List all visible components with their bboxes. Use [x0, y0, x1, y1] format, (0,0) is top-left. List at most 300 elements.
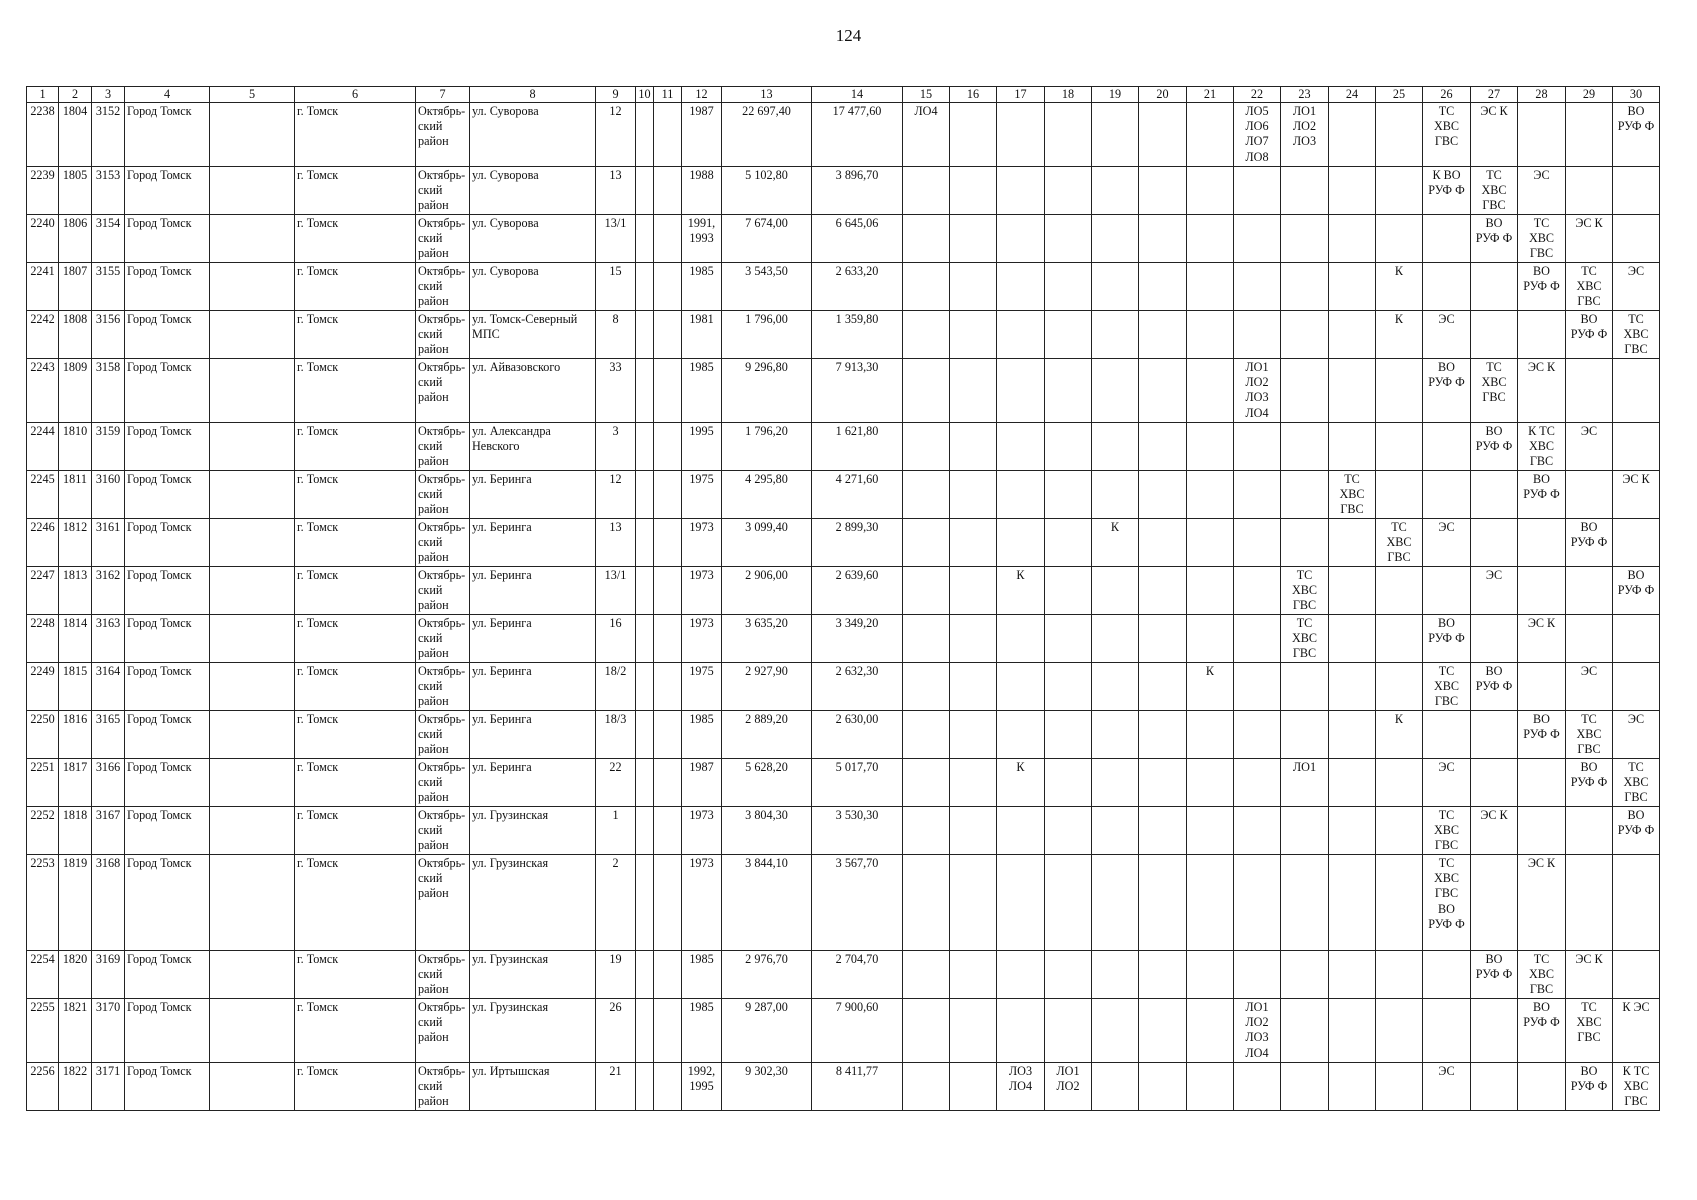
- table-cell: 1981: [682, 311, 722, 359]
- table-cell: [903, 519, 950, 567]
- table-cell: ЭС К: [1471, 103, 1518, 167]
- table-cell: К: [1187, 663, 1234, 711]
- table-cell: 2 927,90: [722, 663, 812, 711]
- table-cell: [1423, 215, 1471, 263]
- table-cell: [1471, 1063, 1518, 1111]
- table-cell: Город Томск: [125, 759, 210, 807]
- table-cell: 1810: [59, 423, 92, 471]
- table-cell: 1973: [682, 855, 722, 951]
- table-cell: 3 635,20: [722, 615, 812, 663]
- column-header: 22: [1234, 87, 1281, 103]
- table-cell: ЭС К: [1518, 615, 1566, 663]
- column-header: 15: [903, 87, 950, 103]
- table-cell: 2246: [27, 519, 59, 567]
- table-cell: [1471, 759, 1518, 807]
- table-cell: 26: [596, 999, 636, 1063]
- table-row: [27, 999, 1660, 1063]
- table-cell: ТС ХВС ГВС: [1518, 951, 1566, 999]
- table-cell: 2 906,00: [722, 567, 812, 615]
- table-cell: [1281, 711, 1329, 759]
- table-cell: [903, 1063, 950, 1111]
- table-cell: 3165: [92, 711, 125, 759]
- column-header: 27: [1471, 87, 1518, 103]
- table-cell: 1 796,00: [722, 311, 812, 359]
- table-cell: 3161: [92, 519, 125, 567]
- table-cell: 3152: [92, 103, 125, 167]
- table-cell: [1329, 807, 1376, 855]
- table-cell: 2248: [27, 615, 59, 663]
- table-row: [27, 311, 1660, 359]
- table-cell: Город Томск: [125, 999, 210, 1063]
- table-row: [27, 807, 1660, 855]
- table-cell: 1973: [682, 567, 722, 615]
- column-header: 1: [27, 87, 59, 103]
- table-cell: ТС ХВС ГВС: [1613, 311, 1660, 359]
- table-cell: [1092, 759, 1139, 807]
- table-cell: 1987: [682, 759, 722, 807]
- table-cell: ТС ХВС ГВС: [1423, 103, 1471, 167]
- table-cell: ВО РУФ Ф: [1471, 215, 1518, 263]
- table-cell: [997, 807, 1045, 855]
- table-cell: 13/1: [596, 215, 636, 263]
- table-cell: [1329, 359, 1376, 423]
- table-cell: [1092, 711, 1139, 759]
- table-cell: г. Томск: [295, 711, 416, 759]
- table-row: [27, 423, 1660, 471]
- table-cell: г. Томск: [295, 263, 416, 311]
- table-cell: 4 271,60: [812, 471, 903, 519]
- table-cell: [1281, 855, 1329, 951]
- table-cell: К: [1376, 711, 1423, 759]
- column-header: 10: [636, 87, 654, 103]
- table-cell: [1613, 423, 1660, 471]
- table-cell: [1518, 311, 1566, 359]
- table-cell: [210, 359, 295, 423]
- table-cell: [654, 663, 682, 711]
- table-cell: К: [997, 567, 1045, 615]
- table-cell: [654, 999, 682, 1063]
- table-cell: ТС ХВС ГВС: [1281, 567, 1329, 615]
- table-cell: [1471, 615, 1518, 663]
- table-cell: 18/3: [596, 711, 636, 759]
- table-cell: [1566, 103, 1613, 167]
- table-cell: ТС ХВС ГВС: [1566, 999, 1613, 1063]
- table-cell: [1329, 663, 1376, 711]
- table-cell: г. Томск: [295, 359, 416, 423]
- table-cell: [997, 951, 1045, 999]
- table-cell: [654, 567, 682, 615]
- table-row: [27, 711, 1660, 759]
- table-cell: [1329, 999, 1376, 1063]
- table-cell: [210, 711, 295, 759]
- table-cell: [1329, 423, 1376, 471]
- table-cell: Город Томск: [125, 807, 210, 855]
- table-cell: [1092, 1063, 1139, 1111]
- table-cell: 3 896,70: [812, 167, 903, 215]
- column-header: 6: [295, 87, 416, 103]
- table-cell: [210, 567, 295, 615]
- table-cell: 33: [596, 359, 636, 423]
- table-cell: [997, 423, 1045, 471]
- table-cell: ул. Беринга: [470, 759, 596, 807]
- table-cell: Город Томск: [125, 167, 210, 215]
- table-cell: [654, 759, 682, 807]
- table-cell: Город Томск: [125, 263, 210, 311]
- table-cell: [1566, 167, 1613, 215]
- column-header: 26: [1423, 87, 1471, 103]
- table-cell: [997, 103, 1045, 167]
- table-cell: 2: [596, 855, 636, 951]
- table-cell: [1376, 215, 1423, 263]
- table-cell: ВО РУФ Ф: [1423, 615, 1471, 663]
- table-cell: Октябрь- ский район: [416, 167, 470, 215]
- table-cell: ВО РУФ Ф: [1518, 263, 1566, 311]
- table-cell: 7 900,60: [812, 999, 903, 1063]
- table-cell: [1566, 807, 1613, 855]
- table-cell: [1092, 263, 1139, 311]
- table-cell: ВО РУФ Ф: [1566, 519, 1613, 567]
- table-cell: [1139, 471, 1187, 519]
- table-cell: Октябрь- ский район: [416, 759, 470, 807]
- table-cell: [1281, 999, 1329, 1063]
- table-cell: [636, 855, 654, 951]
- column-header: 28: [1518, 87, 1566, 103]
- table-cell: ТС ХВС ГВС: [1613, 759, 1660, 807]
- table-cell: 1992, 1995: [682, 1063, 722, 1111]
- table-cell: 1975: [682, 471, 722, 519]
- table-cell: К ТС ХВС ГВС: [1613, 1063, 1660, 1111]
- table-cell: Октябрь- ский район: [416, 263, 470, 311]
- table-cell: Октябрь- ский район: [416, 951, 470, 999]
- table-cell: 12: [596, 103, 636, 167]
- table-cell: 3169: [92, 951, 125, 999]
- table-cell: [1187, 951, 1234, 999]
- table-cell: 3162: [92, 567, 125, 615]
- table-cell: 3160: [92, 471, 125, 519]
- table-cell: [950, 999, 997, 1063]
- table-cell: [950, 663, 997, 711]
- table-cell: 3168: [92, 855, 125, 951]
- table-cell: ЭС: [1471, 567, 1518, 615]
- column-header: 5: [210, 87, 295, 103]
- table-cell: [950, 519, 997, 567]
- table-cell: [1139, 103, 1187, 167]
- table-cell: [1613, 663, 1660, 711]
- column-header: 13: [722, 87, 812, 103]
- table-cell: [636, 567, 654, 615]
- table-cell: [1139, 663, 1187, 711]
- table-row: [27, 167, 1660, 215]
- table-cell: 3163: [92, 615, 125, 663]
- table-cell: [903, 167, 950, 215]
- table-cell: [950, 263, 997, 311]
- table-cell: Город Томск: [125, 663, 210, 711]
- table-cell: [1566, 855, 1613, 951]
- table-cell: [636, 103, 654, 167]
- table-cell: ЭС К: [1518, 855, 1566, 951]
- table-cell: 13/1: [596, 567, 636, 615]
- table-cell: 3158: [92, 359, 125, 423]
- table-cell: [1234, 1063, 1281, 1111]
- table-cell: [1045, 663, 1092, 711]
- table-cell: [1045, 855, 1092, 951]
- table-cell: [1281, 951, 1329, 999]
- table-cell: Город Томск: [125, 471, 210, 519]
- table-cell: ул. Суворова: [470, 215, 596, 263]
- table-cell: 1806: [59, 215, 92, 263]
- table-cell: 9 296,80: [722, 359, 812, 423]
- table-cell: 4 295,80: [722, 471, 812, 519]
- table-cell: [997, 711, 1045, 759]
- table-cell: [1234, 215, 1281, 263]
- table-cell: [636, 215, 654, 263]
- table-cell: [1329, 263, 1376, 311]
- table-cell: [1281, 359, 1329, 423]
- table-cell: [1234, 711, 1281, 759]
- table-cell: [997, 663, 1045, 711]
- table-cell: [210, 855, 295, 951]
- table-cell: Октябрь- ский район: [416, 311, 470, 359]
- table-cell: 9 302,30: [722, 1063, 812, 1111]
- table-cell: Октябрь- ский район: [416, 103, 470, 167]
- table-cell: ул. Грузинская: [470, 855, 596, 951]
- table-cell: [654, 1063, 682, 1111]
- table-body: [27, 103, 1660, 1111]
- table-cell: [1234, 759, 1281, 807]
- table-cell: ул. Беринга: [470, 711, 596, 759]
- housing-register-table: [26, 86, 1660, 1111]
- table-cell: [950, 1063, 997, 1111]
- table-cell: [1187, 711, 1234, 759]
- table-cell: [1092, 311, 1139, 359]
- table-cell: [1423, 263, 1471, 311]
- table-cell: 9 287,00: [722, 999, 812, 1063]
- table-cell: [210, 519, 295, 567]
- table-cell: 1822: [59, 1063, 92, 1111]
- table-cell: [903, 423, 950, 471]
- table-cell: 1: [596, 807, 636, 855]
- table-cell: [210, 103, 295, 167]
- table-cell: [210, 999, 295, 1063]
- table-cell: ЭС: [1613, 711, 1660, 759]
- table-cell: [1187, 167, 1234, 215]
- table-cell: 1821: [59, 999, 92, 1063]
- table-cell: 2251: [27, 759, 59, 807]
- table-cell: 2254: [27, 951, 59, 999]
- table-cell: ВО РУФ Ф: [1518, 711, 1566, 759]
- table-cell: Город Томск: [125, 1063, 210, 1111]
- table-cell: 1820: [59, 951, 92, 999]
- table-cell: 17 477,60: [812, 103, 903, 167]
- table-cell: 8: [596, 311, 636, 359]
- column-header: 30: [1613, 87, 1660, 103]
- table-cell: [1234, 567, 1281, 615]
- table-cell: [1234, 855, 1281, 951]
- table-cell: 2 632,30: [812, 663, 903, 711]
- column-header: 11: [654, 87, 682, 103]
- table-cell: ЛО1 ЛО2: [1045, 1063, 1092, 1111]
- table-cell: г. Томск: [295, 855, 416, 951]
- column-header: 25: [1376, 87, 1423, 103]
- table-cell: 2256: [27, 1063, 59, 1111]
- table-row: [27, 215, 1660, 263]
- table-cell: 3 567,70: [812, 855, 903, 951]
- table-cell: [210, 311, 295, 359]
- table-cell: [1281, 663, 1329, 711]
- table-cell: ТС ХВС ГВС: [1471, 359, 1518, 423]
- column-header: 20: [1139, 87, 1187, 103]
- table-cell: г. Томск: [295, 663, 416, 711]
- table-cell: ТС ХВС ГВС: [1329, 471, 1376, 519]
- table-cell: 3154: [92, 215, 125, 263]
- table-cell: ВО РУФ Ф: [1518, 999, 1566, 1063]
- table-cell: 5 102,80: [722, 167, 812, 215]
- table-cell: [1423, 711, 1471, 759]
- table-cell: [1376, 359, 1423, 423]
- table-cell: ул. Суворова: [470, 167, 596, 215]
- table-cell: [1376, 167, 1423, 215]
- table-row: [27, 1063, 1660, 1111]
- table-cell: Октябрь- ский район: [416, 711, 470, 759]
- table-cell: [1045, 423, 1092, 471]
- table-cell: г. Томск: [295, 615, 416, 663]
- table-cell: 3167: [92, 807, 125, 855]
- table-cell: ВО РУФ Ф: [1471, 951, 1518, 999]
- table-cell: [1281, 807, 1329, 855]
- table-cell: [903, 663, 950, 711]
- table-cell: 6 645,06: [812, 215, 903, 263]
- table-cell: [1045, 359, 1092, 423]
- table-cell: [1423, 999, 1471, 1063]
- table-cell: [210, 663, 295, 711]
- table-cell: [1139, 807, 1187, 855]
- column-header: 9: [596, 87, 636, 103]
- table-row: [27, 567, 1660, 615]
- table-cell: [1045, 999, 1092, 1063]
- table-cell: 13: [596, 167, 636, 215]
- table-cell: [1471, 999, 1518, 1063]
- table-cell: 1985: [682, 951, 722, 999]
- table-cell: 1808: [59, 311, 92, 359]
- table-cell: [1139, 759, 1187, 807]
- table-cell: ВО РУФ Ф: [1566, 1063, 1613, 1111]
- table-cell: [1092, 855, 1139, 951]
- table-cell: г. Томск: [295, 999, 416, 1063]
- table-cell: [1329, 711, 1376, 759]
- table-cell: ЛО5 ЛО6 ЛО7 ЛО8: [1234, 103, 1281, 167]
- table-cell: [654, 951, 682, 999]
- column-header: 12: [682, 87, 722, 103]
- table-cell: [1329, 567, 1376, 615]
- table-cell: г. Томск: [295, 311, 416, 359]
- table-cell: Город Томск: [125, 567, 210, 615]
- table-cell: 1809: [59, 359, 92, 423]
- table-cell: [903, 359, 950, 423]
- table-cell: [654, 311, 682, 359]
- table-cell: ВО РУФ Ф: [1566, 759, 1613, 807]
- table-cell: [654, 807, 682, 855]
- table-cell: 2241: [27, 263, 59, 311]
- table-cell: ЛО1 ЛО2 ЛО3: [1281, 103, 1329, 167]
- table-cell: [1613, 359, 1660, 423]
- table-cell: [1376, 855, 1423, 951]
- table-cell: ТС ХВС ГВС: [1566, 263, 1613, 311]
- table-cell: 8 411,77: [812, 1063, 903, 1111]
- table-cell: г. Томск: [295, 567, 416, 615]
- table-cell: К ТС ХВС ГВС: [1518, 423, 1566, 471]
- table-cell: 3166: [92, 759, 125, 807]
- table-cell: [1329, 167, 1376, 215]
- column-header: 29: [1566, 87, 1613, 103]
- table-cell: [1092, 471, 1139, 519]
- table-cell: ул. Суворова: [470, 103, 596, 167]
- table-cell: 2250: [27, 711, 59, 759]
- table-cell: [1139, 615, 1187, 663]
- table-cell: г. Томск: [295, 519, 416, 567]
- table-cell: 5 017,70: [812, 759, 903, 807]
- table-cell: 21: [596, 1063, 636, 1111]
- table-cell: [1234, 615, 1281, 663]
- table-cell: [1613, 519, 1660, 567]
- table-cell: Город Томск: [125, 711, 210, 759]
- table-cell: Город Томск: [125, 423, 210, 471]
- table-cell: [654, 215, 682, 263]
- column-header: 4: [125, 87, 210, 103]
- table-cell: 1805: [59, 167, 92, 215]
- table-cell: [1376, 567, 1423, 615]
- table-cell: [636, 263, 654, 311]
- table-cell: [654, 263, 682, 311]
- table-cell: [1376, 999, 1423, 1063]
- table-cell: [1092, 167, 1139, 215]
- table-cell: [654, 471, 682, 519]
- table-cell: 3159: [92, 423, 125, 471]
- table-cell: [950, 759, 997, 807]
- table-cell: [1234, 519, 1281, 567]
- table-row: [27, 951, 1660, 999]
- table-cell: 18/2: [596, 663, 636, 711]
- table-cell: г. Томск: [295, 215, 416, 263]
- table-cell: [1187, 311, 1234, 359]
- table-cell: [1045, 167, 1092, 215]
- table-cell: [903, 807, 950, 855]
- table-cell: г. Томск: [295, 759, 416, 807]
- table-cell: [1518, 663, 1566, 711]
- table-cell: Октябрь- ский район: [416, 807, 470, 855]
- table-cell: [1139, 855, 1187, 951]
- table-cell: [1234, 807, 1281, 855]
- table-cell: [997, 215, 1045, 263]
- table-cell: 1973: [682, 807, 722, 855]
- table-cell: [1613, 615, 1660, 663]
- table-cell: [1139, 519, 1187, 567]
- table-cell: ЭС: [1423, 759, 1471, 807]
- table-cell: [1139, 263, 1187, 311]
- page-number: 124: [835, 26, 862, 45]
- table-cell: [950, 423, 997, 471]
- table-cell: [903, 263, 950, 311]
- table-cell: ул. Беринга: [470, 663, 596, 711]
- table-cell: 2255: [27, 999, 59, 1063]
- table-cell: [210, 167, 295, 215]
- column-header: 23: [1281, 87, 1329, 103]
- table-cell: [1329, 615, 1376, 663]
- table-cell: 1818: [59, 807, 92, 855]
- column-header: 3: [92, 87, 125, 103]
- table-cell: [636, 711, 654, 759]
- table-cell: [1092, 359, 1139, 423]
- table-cell: 3 543,50: [722, 263, 812, 311]
